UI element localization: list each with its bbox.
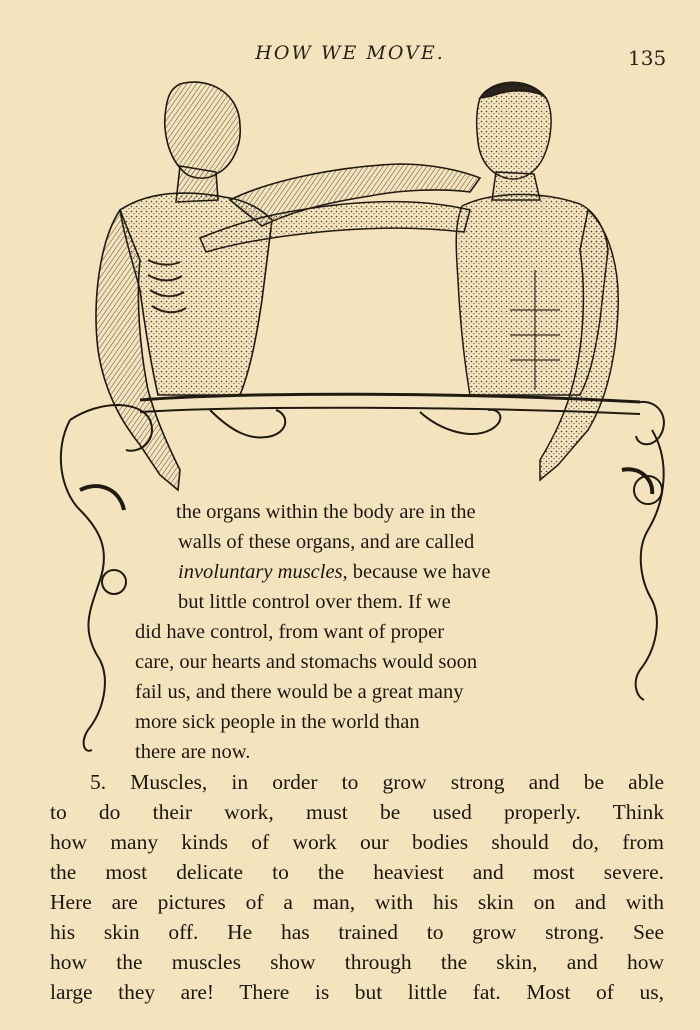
muscle-figure <box>96 82 480 490</box>
text-line: but little control over them. If we <box>178 591 451 613</box>
text-line: large they are! There is but little fat. Most of us, <box>50 980 664 1004</box>
text-fragment: because we have <box>352 561 491 583</box>
italic-term: involuntary muscles, <box>178 561 348 583</box>
text-line: more sick people in the world than <box>135 711 420 733</box>
text-line: fail us, and there would be a great many <box>135 681 464 703</box>
text-line: walls of these organs, and are called <box>178 531 475 553</box>
text-line: how the muscles show through the skin, and how <box>50 950 664 974</box>
running-head: HOW WE MOVE. <box>255 42 445 64</box>
text-line: the organs within the body are in the <box>176 501 476 523</box>
text-line: the most delicate to the heaviest and most severe. <box>50 860 664 884</box>
text-line: there are now. <box>135 741 251 763</box>
text-line: care, our hearts and stomachs would soon <box>135 651 478 673</box>
paragraph-5 <box>50 767 664 1007</box>
text-line: how many kinds of work our bodies should do, from <box>50 830 664 854</box>
text-line: to do their work, must be used properly. Think <box>50 800 664 824</box>
text-line: Here are pictures of a man, with his skin on and with <box>50 890 664 914</box>
text-line <box>178 557 491 587</box>
page-number: 135 <box>628 46 667 70</box>
text-line: 5. Muscles, in order to grow strong and be able <box>90 770 664 794</box>
text-line: his skin off. He has trained to grow strong. See <box>50 920 664 944</box>
text-line: did have control, from want of proper <box>135 621 445 643</box>
